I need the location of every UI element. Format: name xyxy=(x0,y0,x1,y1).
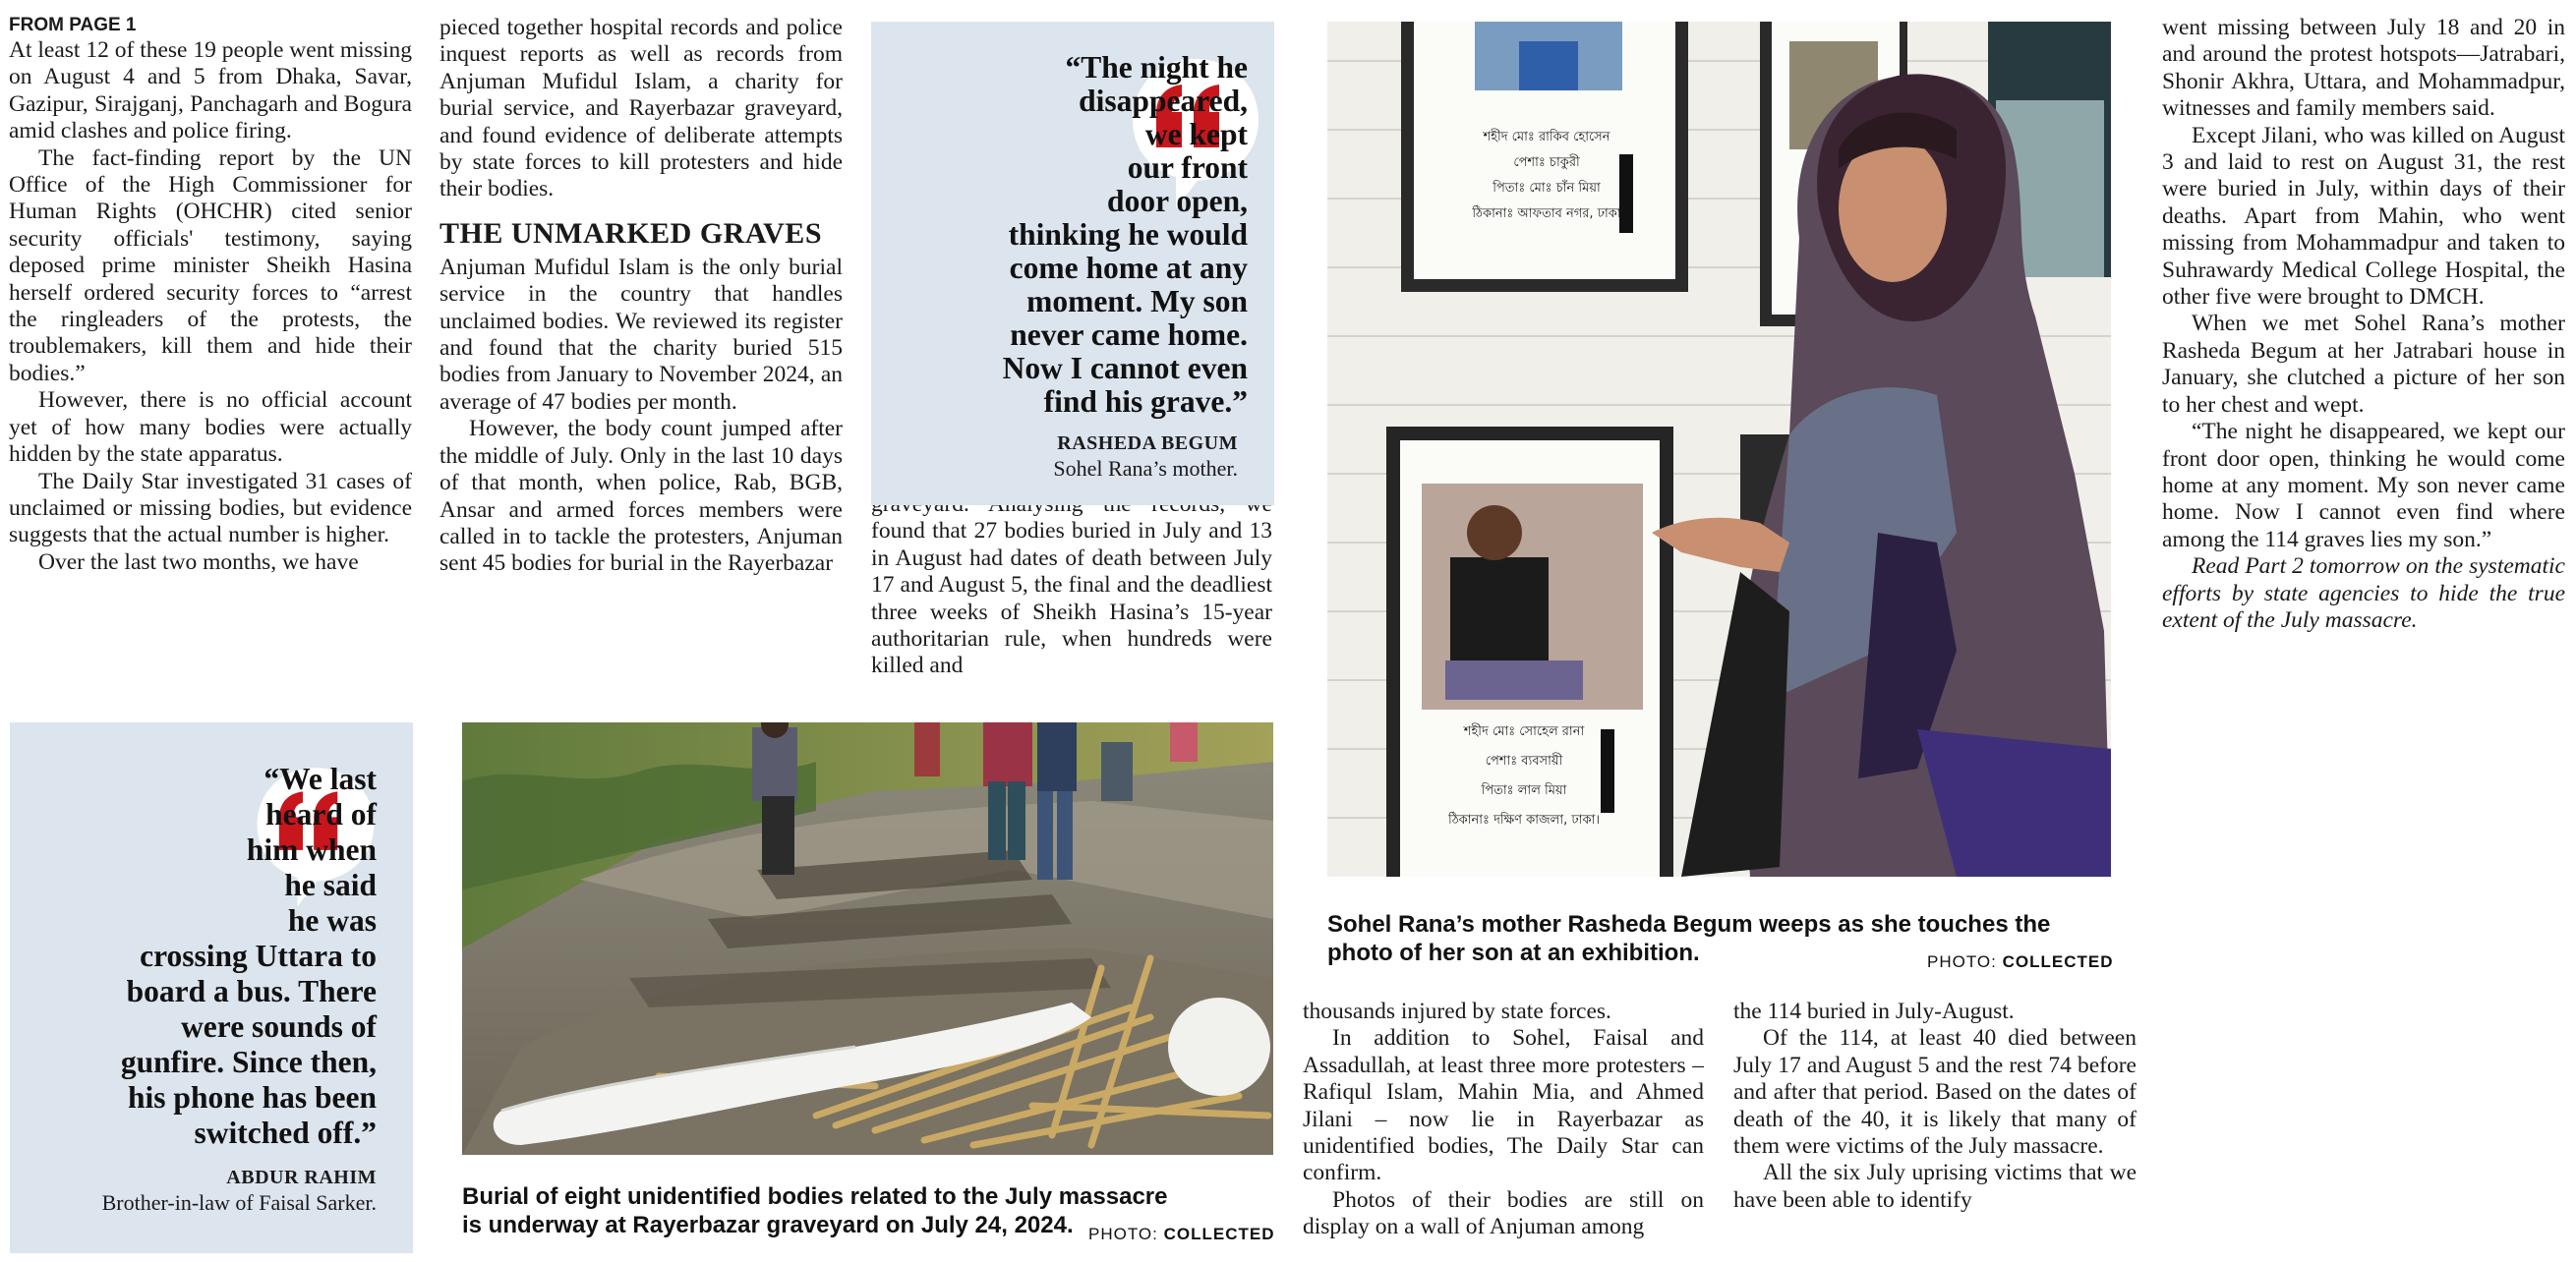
paragraph: All the six July uprising victims that we have been able to identify xyxy=(1733,1160,2137,1213)
quote-attribution-name: ABDUR RAHIM xyxy=(226,1167,377,1188)
page-kicker: FROM PAGE 1 xyxy=(9,15,137,35)
pull-quote-rasheda xyxy=(871,22,1274,505)
paragraph: Photos of their bodies are still on display on a wall of Anjuman among xyxy=(1303,1186,1704,1240)
section-subhead: THE UNMARKED GRAVES xyxy=(439,216,822,250)
pull-quote-text: “The night he disappeared, we kept our front door open, thinking he would come home at any moment. My son never came home. Now I cannot even find his grave.” xyxy=(1002,50,1248,419)
paragraph: thousands injured by state forces. xyxy=(1303,999,1611,1024)
pull-quote-abdur xyxy=(10,722,413,1253)
quote-attribution-role: Sohel Rana’s mother. xyxy=(1053,456,1238,481)
exhibition-photo-credit: PHOTO: COLLECTED xyxy=(1927,952,2114,971)
article-column-4 xyxy=(1303,999,1704,1256)
paragraph: Except Jilani, who was killed on August 3 and laid to rest on August 31, the rest were buried in July, within days of their deaths. Apart from Mahin, who went missing from Mohammadpur and taken to Suhrawardy Medical College Hospital, the other five were brought to DMCH. xyxy=(2162,122,2565,311)
article-column-6 xyxy=(2162,15,2565,791)
article-column-2 xyxy=(439,15,843,683)
burial-photo-caption: Burial of eight unidentified bodies related to the July massacre is underway at Rayerbazar graveyard on July 24, 2024. xyxy=(462,1183,1168,1238)
paragraph: However, the body count jumped after the middle of July. Only in the last 10 days of that month, when police, Rab, BGB, Ansar and armed forces members were called in to tackle the protesters, Anjuman sent 45 bodies for burial in the Rayerbazar xyxy=(439,416,843,577)
paragraph: “The night he disappeared, we kept our front door open, thinking he would come home at any moment. My son never came home. Now I cannot even find where among the 114 graves lies my son.” xyxy=(2162,419,2565,552)
article-column-1 xyxy=(9,14,412,682)
paragraph: found that 27 bodies buried in July and 13 in August had dates of death between July 17 and August 5, the final and the deadliest three weeks of Sheikh Hasina’s 15-year authoritarian rule, when hundreds were killed and xyxy=(871,518,1272,679)
article-column-3 xyxy=(871,491,1272,683)
frame-top-label: শহীদ মোঃ রাকিব হোসেন পেশাঃ চাকুরী পিতাঃ মোঃ চাঁন মিয়া ঠিকানাঃ আফতাব নগর, ঢাকা xyxy=(1472,130,1621,221)
paragraph: Of the 114, at least 40 died between July 17 and August 5 and the rest 74 before and after that period. Based on the dates of death of the 40, it is likely that many of them were victims of the July massacre. xyxy=(1733,1025,2137,1160)
graveyard-image xyxy=(462,722,1273,1155)
next-part-teaser: Read Part 2 tomorrow on the systematic efforts by state agencies to hide the true extent of the July massacre. xyxy=(2162,553,2565,633)
frame-main-label: শহীদ মোঃ সোহেল রানা পেশাঃ ব্যবসায়ী পিতাঃ লাল মিয়া ঠিকানাঃ দক্ষিণ কাজলা, ঢাকা। xyxy=(1447,724,1601,828)
paragraph: The fact-finding report by the UN Office of the High Commissioner for Human Rights (OHCHR) cited senior security officials' testimony, saying deposed prime minister Sheikh Hasina herself ordered security forces to “arrest the ringleaders of the protests, the troublemakers, kill them and hide their bodies.” xyxy=(9,144,412,386)
paragraph: When we met Sohel Rana’s mother Rasheda Begum at her Jatrabari house in January, she clutched a picture of her son to her chest and wept. xyxy=(2162,311,2565,418)
exhibition-photo xyxy=(1327,22,2111,877)
paragraph: At least 12 of these 19 people went missing on August 4 and 5 from Dhaka, Savar, Gazipur, Sirajganj, Panchagarh and Bogura amid clashes and police firing. xyxy=(9,37,412,144)
paragraph: Anjuman Mufidul Islam is the only burial service in the country that handles unclaimed bodies. We reviewed its register and found that the charity buried 515 bodies from January to November 2024, an average of 47 bodies per month. xyxy=(439,254,843,415)
paragraph: However, there is no official account yet of how many bodies were actually hidden by the state apparatus. xyxy=(9,387,412,468)
paragraph: the 114 buried in July-August. xyxy=(1733,999,2015,1024)
burial-photo-credit: PHOTO: COLLECTED xyxy=(1088,1225,1275,1243)
quote-attribution-role: Brother-in-law of Faisal Sarker. xyxy=(101,1190,377,1215)
article-column-5 xyxy=(1733,999,2137,1256)
exhibition-photo-caption: Sohel Rana’s mother Rasheda Begum weeps as she touches the photo of her son at an exhibition. xyxy=(1327,911,2051,966)
paragraph: Over the last two months, we have xyxy=(38,548,359,575)
paragraph: pieced together hospital records and police inquest reports as well as records from Anjuman Mufidul Islam, a charity for burial service, and Rayerbazar graveyard, and found evidence of deliberate attempts by state forces to kill protesters and hide their bodies. xyxy=(439,15,843,202)
paragraph: In addition to Sohel, Faisal and Assadullah, at least three more protesters – Rafiqul Islam, Mahin Mia, and Ahmed Jilani – now lie in Rayerbazar as unidentified bodies, The Daily Star can confirm. xyxy=(1303,1025,1704,1186)
quote-attribution-name: RASHEDA BEGUM xyxy=(1057,432,1238,454)
burial-photo xyxy=(462,722,1273,1155)
paragraph: The Daily Star investigated 31 cases of unclaimed or missing bodies, but evidence suggests that the actual number is higher. xyxy=(9,468,412,548)
paragraph: went missing between July 18 and 20 in and around the protest hotspots—Jatrabari, Shonir Akhra, Uttara, and Mohammadpur, witnesses and family members said. xyxy=(2162,15,2565,122)
pull-quote-text: “We last heard of him when he said he was crossing Uttara to board a bus. There were sounds of gunfire. Since then, his phone has been switched off.” xyxy=(120,762,377,1150)
